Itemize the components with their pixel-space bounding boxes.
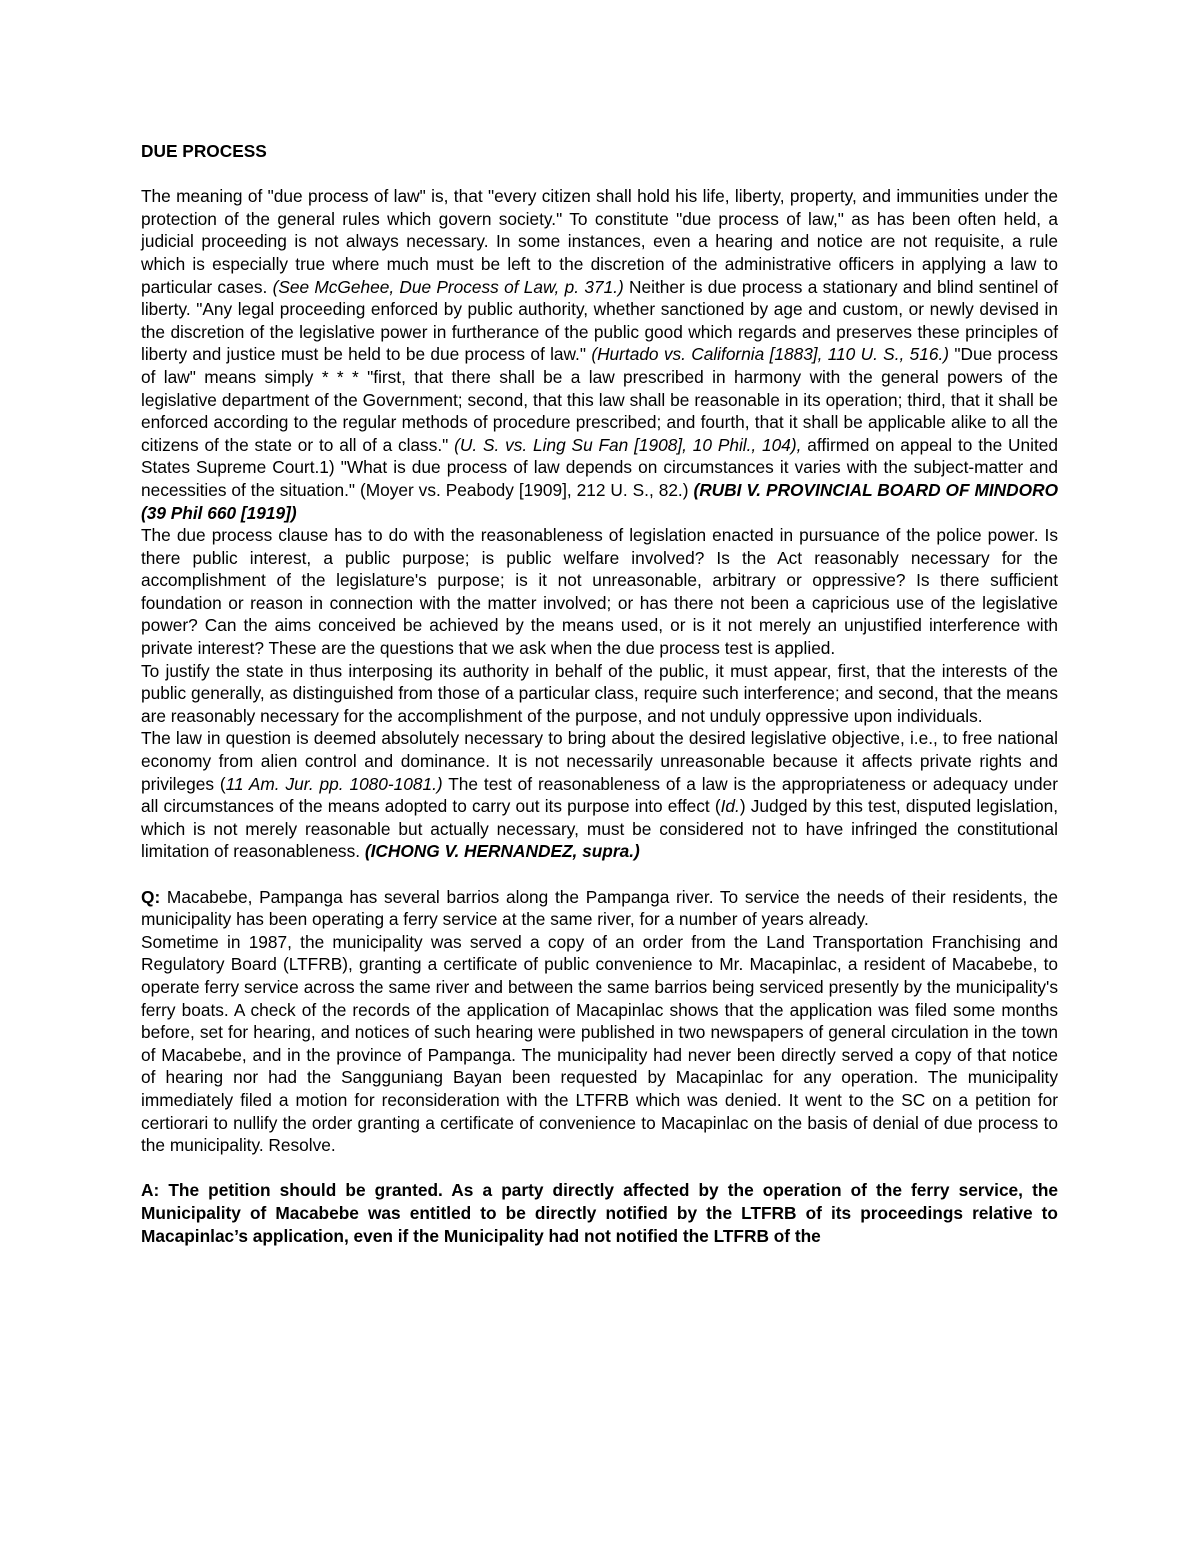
document-page <box>141 140 1058 1247</box>
citation-italic: Id. <box>720 796 740 817</box>
citation-italic: (Hurtado vs. California [1883], 110 U. S., 516.) <box>591 344 950 365</box>
text-run: The meaning of "due process of law" is, that "every citizen shall hold his life, liberty, property, and immunities under the protection of the general rules which govern society." To constitute "due process of law," as has been often held, a judicial proceeding is not always necessary. In some instances, even a hearing and notice are not requisite, a rule which is especially true where much must be left to the discretion of the administrative officers in applying a law to particular cases. <box>141 186 1058 297</box>
text-run: ) Judged by this test, disputed legislation, which is not merely reasonable but actually necessary, must be considered not to have infringed the constitutional limitation of reasonableness. <box>141 796 1058 862</box>
paragraph-law-in-question <box>141 727 1058 863</box>
text-run: affirmed on appeal to the United States Supreme Court.1) "What is due process of law depends on circumstances it varies with the subject-matter and necessities of the situation." (Moyer vs. Peabody [1909], 212 U. S., 82.) <box>141 434 1058 500</box>
text-run: The law in question is deemed absolutely necessary to bring about the desired legislative objective, i.e., to free national economy from alien control and dominance. It is not necessarily unreasonable because it affects private rights and privileges ( <box>141 728 1058 794</box>
citation-italic: (See McGehee, Due Process of Law, p. 371.) <box>272 276 624 297</box>
paragraph-meaning-of-due-process <box>141 185 1058 524</box>
paragraph-due-process-clause: The due process clause has to do with the reasonableness of legislation enacted in pursuance of the police power. Is there public interest, a public purpose; is public welfare involved? Is the Act reasonably necessary for the accomplishment of the legislature's purpose; is it not unreasonable, arbitrary or oppressive? Is there sufficient foundation or reason in connection with the matter involved; or has there not been a capricious use of the legislative power? Can the aims conceived be achieved by the means used, or is it not merely an unjustified interference with private interest? These are the questions that we ask when the due process test is applied. <box>141 525 1058 659</box>
text-run: Neither is due process a stationary and blind sentinel of liberty. "Any legal proceeding enforced by public authority, whether sanctioned by age and custom, or newly devised in the discretion of the legislative power in furtherance of the public good which regards and preserves these principles of liberty and justice must be held to be due process of law." <box>141 276 1059 365</box>
question-label: Q: <box>141 886 161 907</box>
case-citation: (RUBI V. PROVINCIAL BOARD OF MINDORO (39 Phil 660 [1919]) <box>141 479 1059 523</box>
text-run: The test of reasonableness of a law is the appropriateness or adequacy under all circumstances of the means adopted to carry out its purpose into effect ( <box>141 773 1058 817</box>
paragraph-spacer <box>141 863 1058 886</box>
paragraph-facts: Sometime in 1987, the municipality was served a copy of an order from the Land Transportation Franchising and Regulatory Board (LTFRB), granting a certificate of public convenience to Mr. Macapinlac, a resident of Macabebe, to operate ferry service across the same river and between the same barrios being serviced presently by the municipality's ferry boats. A check of the records of the application of Macapinlac shows that the application was filed some months before, set for hearing, and notices of such hearing were published in two newspapers of general circulation in the town of Macabebe, and in the province of Pampanga. The municipality had never been directly served a copy of that notice of hearing nor had the Sangguniang Bayan been requested by Macapinlac for any operation. The municipality immediately filed a motion for reconsideration with the LTFRB which was denied. It went to the SC on a petition for certiorari to nullify the order granting a certificate of convenience to Macapinlac on the basis of denial of due process to the municipality. Resolve. <box>141 931 1058 1156</box>
question-paragraph <box>141 886 1058 931</box>
citation-italic: (U. S. vs. Ling Su Fan [1908], 10 Phil., 104), <box>454 434 802 455</box>
citation-italic: 11 Am. Jur. pp. 1080-1081.) <box>225 773 443 794</box>
paragraph-spacer <box>141 1157 1058 1180</box>
answer-paragraph: A: The petition should be granted. As a party directly affected by the operation of the ferry service, the Municipality of Macabebe was entitled to be directly notified by the LTFRB of its proceedings relative to Macapinlac’s application, even if the Municipality had not notified the LTFRB of the <box>141 1180 1058 1246</box>
case-citation: (ICHONG V. HERNANDEZ, supra.) <box>364 841 640 862</box>
paragraph-justify-state: To justify the state in thus interposing its authority in behalf of the public, it must appear, first, that the interests of the public generally, as distinguished from those of a particular class, require such interference; and second, that the means are reasonably necessary for the accomplishment of the purpose, and not unduly oppressive upon individuals. <box>141 660 1058 726</box>
text-run: Macabebe, Pampanga has several barrios along the Pampanga river. To service the needs of their residents, the municipality has been operating a ferry service at the same river, for a number of years already. <box>141 886 1058 930</box>
text-run: "Due process of law" means simply * * * "first, that there shall be a law prescribed in harmony with the general powers of the legislative department of the Government; second, that this law shall be reasonable in its operation; third, that it shall be enforced according to the regular methods of procedure prescribed; and fourth, that it shall be applicable alike to all the citizens of the state or to all of a class." <box>141 344 1058 455</box>
document-heading: DUE PROCESS <box>141 141 267 161</box>
